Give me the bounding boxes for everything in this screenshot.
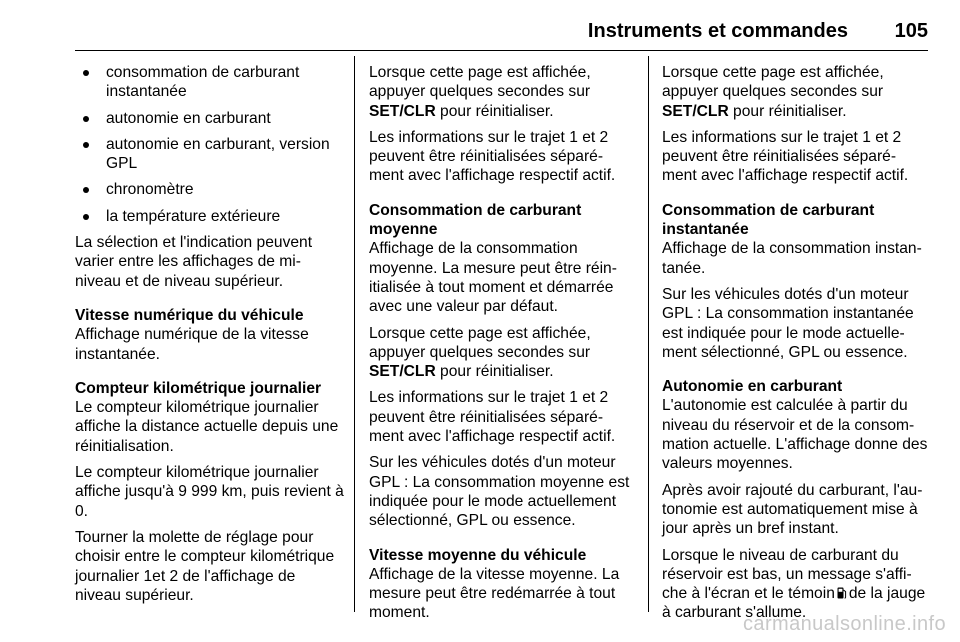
section-heading: Vitesse moyenne du véhicule: [369, 546, 587, 564]
list-item: chronomètre: [75, 180, 345, 199]
paragraph: [369, 324, 637, 382]
section-heading: Autonomie en carburant: [662, 378, 843, 396]
paragraph: Le compteur kilométrique journalier affiche jusqu'à 9 999 km, puis revient à 0.: [75, 464, 344, 520]
text: Lorsque cette page est affichée, appuyer quelques secondes sur: [369, 64, 591, 101]
paragraph: L'autonomie est calculée à partir du niveau du réservoir et de la consom-mation actuelle. L'affichage donne des valeurs moyennes.: [662, 397, 928, 473]
page-number: 105: [894, 20, 928, 42]
column-divider: [648, 56, 649, 612]
paragraph: Affichage de la consommation instan-tanée.: [662, 240, 922, 277]
page-title: Instruments et commandes: [587, 20, 848, 42]
paragraph: Sur les véhicules dotés d'un moteur GPL : La consommation moyenne est indiquée pour le mode actuellement sélectionné, GPL ou essence.: [369, 454, 630, 530]
text: Lorsque cette page est affichée, appuyer quelques secondes sur: [662, 64, 884, 101]
list-item: autonomie en carburant: [75, 109, 345, 128]
text: pour réinitialiser.: [435, 102, 554, 120]
paragraph: Affichage de la vitesse moyenne. La mesure peut être redémarrée à tout moment.: [369, 565, 620, 622]
paragraph: [662, 63, 930, 121]
paragraph: Le compteur kilométrique journalier affiche la distance actuelle depuis une réinitialisation.: [75, 399, 339, 455]
paragraph: Sur les véhicules dotés d'un moteur GPL : La consommation instantanée est indiquée pour le mode actuelle-ment sélectionné, GPL ou essence.: [662, 285, 914, 361]
section-heading: Vitesse numérique du véhicule: [75, 306, 304, 324]
column-divider: [354, 56, 355, 612]
text: pour réinitialiser.: [435, 363, 554, 381]
list-item: autonomie en carburant, version GPL: [75, 135, 345, 174]
fuel-pump-icon: [837, 585, 847, 597]
page-header: [75, 0, 928, 51]
column-3: [662, 63, 930, 638]
paragraph: Affichage numérique de la vitesse instantanée.: [75, 326, 309, 363]
paragraph: [662, 546, 930, 623]
paragraph: La sélection et l'indication peuvent varier entre les affichages de mi-niveau et de niveau supérieur.: [75, 234, 313, 290]
list-item: la température extérieure: [75, 207, 345, 226]
button-name: SET/CLR: [369, 102, 436, 120]
section-heading: Compteur kilométrique journalier: [75, 379, 322, 397]
watermark: carmanualsonline.info: [743, 613, 946, 635]
text: Lorsque le niveau de carburant du réservoir est bas, un message s'affi-che à l'écran et le témoin: [662, 546, 912, 603]
paragraph: Les informations sur le trajet 1 et 2 peuvent être réinitialisées séparé-ment avec l'affichage respectif actif.: [369, 389, 616, 446]
text: de la jauge à carburant s'allume.: [662, 585, 926, 622]
column-2: [369, 63, 637, 638]
paragraph: Tourner la molette de réglage pour choisir entre le compteur kilométrique journalier 1et 2 de l'affichage de niveau supérieur.: [75, 528, 335, 604]
text: pour réinitialiser.: [728, 102, 847, 120]
paragraph: [369, 63, 637, 121]
paragraph: Affichage de la consommation moyenne. La mesure peut être réin-itialisée à tout moment et démarrée avec une valeur par défaut.: [369, 240, 617, 316]
list-item: consommation de carburant instantanée: [75, 63, 345, 102]
bullet-list: [75, 63, 345, 226]
button-name: SET/CLR: [369, 363, 436, 381]
section-heading: Consommation de carburant moyenne: [369, 201, 582, 239]
paragraph: Après avoir rajouté du carburant, l'au-tonomie est automatiquement mise à jour après un bref instant.: [662, 481, 923, 538]
paragraph: Les informations sur le trajet 1 et 2 peuvent être réinitialisées séparé-ment avec l'affichage respectif actif.: [662, 128, 909, 185]
button-name: SET/CLR: [662, 102, 729, 120]
text: Lorsque cette page est affichée, appuyer quelques secondes sur: [369, 324, 591, 361]
column-1: [75, 63, 345, 620]
paragraph: Les informations sur le trajet 1 et 2 peuvent être réinitialisées séparé-ment avec l'affichage respectif actif.: [369, 128, 616, 185]
section-heading: Consommation de carburant instantanée: [662, 201, 875, 239]
